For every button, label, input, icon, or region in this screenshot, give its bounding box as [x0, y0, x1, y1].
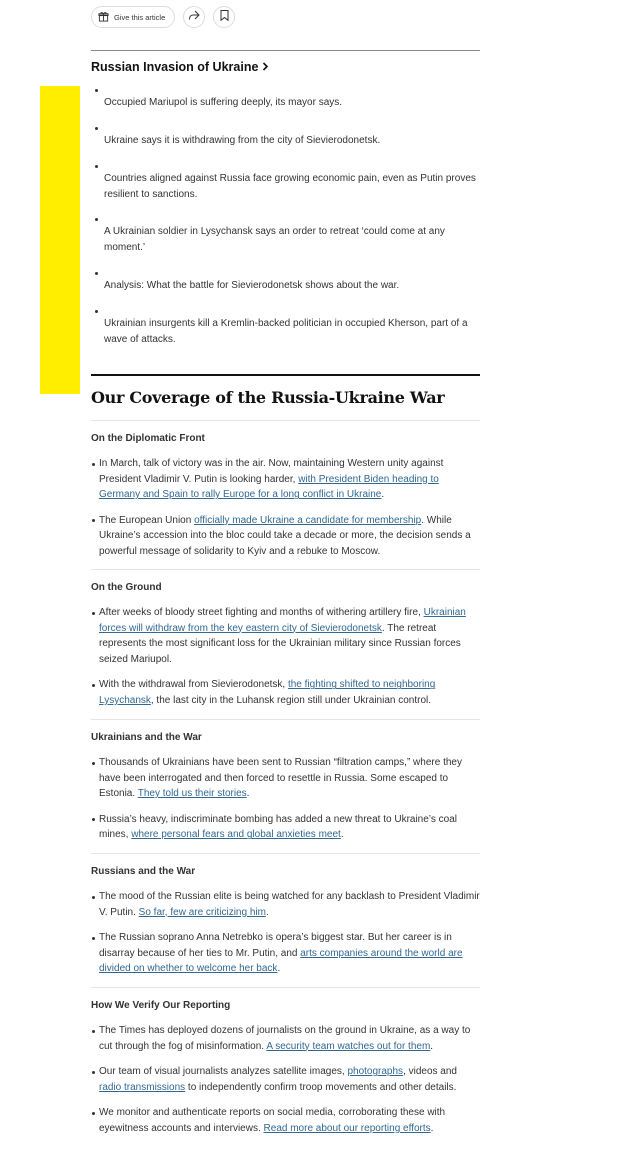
divider [91, 50, 480, 51]
item-text: Our team of visual journalists analyzes satellite images, [99, 1066, 348, 1078]
related-heading: Russian Invasion of Ukraine [91, 60, 259, 74]
item-text: . [430, 1040, 434, 1052]
section-heading: On the Ground [91, 582, 162, 593]
article-toolbar [91, 6, 235, 28]
article-link[interactable]: where personal fears and global anxieties meet [131, 829, 341, 841]
item-text: , videos and [403, 1066, 457, 1078]
related-heading-link[interactable] [91, 60, 269, 74]
item-text: . [340, 829, 344, 841]
item-text: With the withdrawal from Sievierodonetsk, [99, 679, 288, 691]
section-heading: Russians and the War [91, 866, 196, 877]
list-item [91, 1105, 480, 1136]
list-item [91, 812, 480, 843]
section-list [91, 889, 480, 977]
section-list [91, 456, 480, 560]
share-icon [188, 8, 200, 26]
item-text: Thousands of Ukrainians have been sent to Russian “filtration camps,” where they have been interrogated and then forced to resettle in Russia. Some escaped to Estonia. [99, 757, 462, 800]
item-text: to independently confirm troop movements and other details. [185, 1081, 457, 1093]
list-item [91, 513, 480, 560]
list-item [91, 605, 480, 667]
section-heading: How We Verify Our Reporting [91, 1000, 231, 1011]
item-text: The Times has deployed dozens of journalists on the ground in Ukraine, as a way to cut through the fog of misinformation. [99, 1025, 471, 1052]
item-text: . [430, 1122, 434, 1134]
item-text: , the last city in the Luhansk region still under Ukrainian control. [150, 694, 432, 706]
section-list [91, 605, 480, 709]
item-text: We monitor and authenticate reports on social media, corroborating these with eyewitness accounts and interviews. [99, 1107, 446, 1134]
section-list [91, 1023, 480, 1137]
article-link[interactable]: Ukrainian forces will withdraw from the key eastern city of Sievierodonetsk [99, 607, 466, 634]
save-button[interactable] [213, 6, 235, 28]
related-item[interactable]: Occupied Mariupol is suffering deeply, its mayor says. [91, 95, 480, 111]
item-text: . [265, 906, 269, 918]
share-button[interactable] [183, 6, 205, 28]
divider [91, 374, 480, 376]
give-article-label: Give this article [114, 12, 166, 22]
coverage-title: Our Coverage of the Russia-Ukraine War [91, 388, 445, 407]
item-text: . [381, 489, 385, 501]
list-item [91, 755, 480, 802]
divider [91, 420, 480, 421]
item-text: The European Union [99, 514, 195, 526]
related-item[interactable]: A Ukrainian soldier in Lysychansk says an order to retreat ‘could come at any moment.’ [91, 224, 480, 256]
related-item[interactable]: Analysis: What the battle for Sievierodonetsk shows about the war. [91, 278, 480, 294]
item-text: Russia’s heavy, indiscriminate bombing has added a new threat to Ukraine’s coal mines, [99, 813, 457, 841]
list-item [91, 930, 480, 977]
section-list [91, 755, 480, 843]
item-text: . While Ukraine’s accession into the bloc could take a decade or more, the decision sends a powerful message of solidarity to Kyiv and a rebuke to Moscow. [99, 514, 471, 557]
article-link[interactable]: radio transmissions [99, 1081, 186, 1093]
item-text: In March, talk of victory was in the air. Now, maintaining Western unity against President Vladimir V. Putin is looking harder, [99, 458, 444, 485]
item-text: . [277, 963, 281, 975]
chevron-right-icon [262, 60, 269, 74]
article-link[interactable]: officially made Ukraine a candidate for membership [194, 514, 422, 526]
section-heading: On the Diplomatic Front [91, 433, 205, 444]
list-item [91, 677, 480, 708]
article-link[interactable]: A security team watches out for them [266, 1040, 431, 1052]
give-article-button[interactable] [91, 6, 175, 28]
highlight-bar [40, 86, 80, 394]
divider [91, 987, 480, 988]
article-link[interactable]: photographs [347, 1066, 404, 1078]
divider [91, 853, 480, 854]
list-item [91, 456, 480, 503]
bookmark-icon [220, 8, 229, 26]
gift-icon [98, 11, 109, 24]
item-text: . [246, 788, 250, 800]
list-item [91, 1064, 480, 1095]
item-text: . The retreat represents the most significant loss for the Ukrainian military since Russian forces seized Mariupol. [99, 622, 461, 665]
article-link[interactable]: Read more about our reporting efforts [263, 1122, 431, 1134]
article-link[interactable]: So far, few are criticizing him [138, 906, 266, 918]
divider [91, 569, 480, 570]
article-link[interactable]: the fighting shifted to neighboring Lysychansk [99, 679, 436, 706]
related-item[interactable]: Countries aligned against Russia face growing economic pain, even as Putin proves resilient to sanctions. [91, 171, 480, 203]
article-link[interactable]: arts companies around the world are divided on whether to welcome her back [99, 947, 463, 975]
item-text: The Russian soprano Anna Netrebko is opera’s biggest star. But her career is in disarray because of her ties to Mr. Putin, and [99, 932, 452, 959]
divider [91, 719, 480, 720]
related-item[interactable]: Ukraine says it is withdrawing from the city of Sievierodonetsk. [91, 133, 480, 149]
article-link[interactable]: with President Biden heading to Germany and Spain to rally Europe for a long conflict in Ukraine [99, 473, 439, 501]
related-item[interactable]: Ukrainian insurgents kill a Kremlin-backed politician in occupied Kherson, part of a wave of attacks. [91, 316, 480, 348]
list-item [91, 1023, 480, 1054]
section-heading: Ukrainians and the War [91, 732, 202, 743]
article-link[interactable]: They told us their stories [137, 788, 247, 800]
list-item [91, 889, 480, 920]
item-text: After weeks of bloody street fighting and months of withering artillery fire, [99, 607, 424, 618]
item-text: The mood of the Russian elite is being watched for any backlash to President Vladimir V. Putin. [99, 891, 480, 918]
